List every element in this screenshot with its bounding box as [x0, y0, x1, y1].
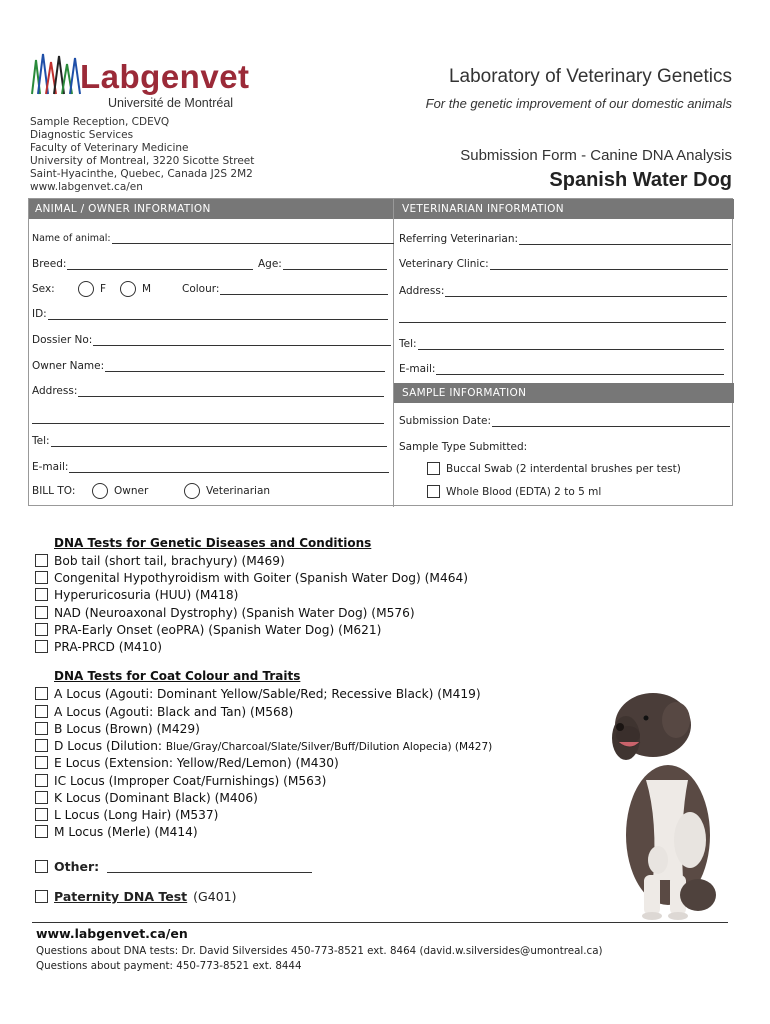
- test-label: M Locus (Merle) (M414): [54, 824, 198, 839]
- checkbox-icon[interactable]: [35, 588, 48, 601]
- info-box: [28, 198, 733, 506]
- owner-name-field[interactable]: [32, 360, 385, 372]
- test-label: Congenital Hypothyroidism with Goiter (Spanish Water Dog) (M464): [54, 570, 468, 585]
- vet-clinic-field[interactable]: [399, 258, 728, 270]
- other-input-line[interactable]: [107, 861, 312, 873]
- owner-address-label: Address:: [32, 385, 78, 397]
- address-line: Diagnostic Services: [30, 129, 134, 141]
- veterinarian-heading: VETERINARIAN INFORMATION: [394, 199, 734, 219]
- coat-test-item[interactable]: [35, 703, 293, 720]
- disease-test-item[interactable]: [35, 569, 468, 586]
- disease-test-item[interactable]: [35, 621, 381, 638]
- coat-test-item[interactable]: [35, 720, 200, 737]
- coat-tests-title: DNA Tests for Coat Colour and Traits: [54, 669, 301, 683]
- sample-heading: SAMPLE INFORMATION: [394, 383, 734, 403]
- vet-email-field[interactable]: [399, 363, 724, 375]
- test-label: A Locus (Agouti: Dominant Yellow/Sable/Red; Recessive Black) (M419): [54, 686, 481, 701]
- bill-vet-radio[interactable]: [184, 483, 200, 499]
- animal-name-label: Name of animal:: [32, 233, 111, 244]
- checkbox-icon[interactable]: [35, 571, 48, 584]
- footer-questions-dna: Questions about DNA tests: Dr. David Silversides 450-773-8521 ext. 8464 (david.w.silversides@umontreal.ca): [36, 945, 603, 957]
- vet-address-field[interactable]: [399, 285, 727, 297]
- vet-tel-label: Tel:: [399, 338, 417, 350]
- checkbox-icon[interactable]: [35, 860, 48, 873]
- owner-tel-field[interactable]: [32, 435, 387, 447]
- checkbox-icon[interactable]: [35, 623, 48, 636]
- footer-rule: [32, 922, 728, 923]
- sex-female-label: F: [100, 283, 107, 295]
- animal-name-field[interactable]: [32, 233, 394, 244]
- lab-address: [30, 116, 254, 194]
- sex-male-radio[interactable]: [120, 281, 136, 297]
- vet-address-label: Address:: [399, 285, 445, 297]
- sample-option-buccal[interactable]: [427, 462, 681, 475]
- form-title: Submission Form - Canine DNA Analysis: [460, 147, 732, 164]
- sex-male-label: M: [142, 283, 152, 295]
- owner-address-field[interactable]: [32, 385, 384, 397]
- sex-label: Sex:: [32, 283, 55, 295]
- coat-test-item[interactable]: [35, 789, 258, 806]
- lab-title: Laboratory of Veterinary Genetics: [448, 66, 732, 87]
- id-label: ID:: [32, 308, 47, 320]
- paternity-label: Paternity DNA Test: [54, 889, 188, 904]
- disease-tests-title: DNA Tests for Genetic Diseases and Conditions: [54, 536, 372, 550]
- lab-tagline: For the genetic improvement of our domestic animals: [425, 96, 732, 111]
- sample-option-blood[interactable]: [427, 485, 601, 498]
- disease-test-item[interactable]: [35, 604, 415, 621]
- address-line: Sample Reception, CDEVQ: [30, 116, 170, 128]
- test-label-main: D Locus (Dilution:: [54, 738, 166, 753]
- colour-label: Colour:: [182, 283, 220, 295]
- footer-questions-payment: Questions about payment: 450-773-8521 ext. 8444: [36, 960, 302, 972]
- checkbox-icon[interactable]: [35, 774, 48, 787]
- paternity-code: (G401): [193, 889, 237, 904]
- footer-url-link[interactable]: www.labgenvet.ca/en: [36, 926, 188, 941]
- owner-email-field[interactable]: [32, 461, 389, 473]
- animal-owner-heading: ANIMAL / OWNER INFORMATION: [29, 199, 393, 219]
- bill-to-label: BILL TO:: [32, 485, 76, 497]
- age-field[interactable]: [258, 258, 387, 270]
- sample-type-label: Sample Type Submitted:: [399, 441, 528, 453]
- breed-field[interactable]: [32, 258, 253, 270]
- sex-field: [32, 281, 151, 297]
- checkbox-icon[interactable]: [35, 606, 48, 619]
- checkbox-icon[interactable]: [35, 791, 48, 804]
- test-label: K Locus (Dominant Black) (M406): [54, 790, 258, 805]
- test-label: Hyperuricosuria (HUU) (M418): [54, 587, 239, 602]
- owner-tel-label: Tel:: [32, 435, 50, 447]
- sample-option-label: Whole Blood (EDTA) 2 to 5 ml: [446, 485, 602, 498]
- labgenvet-logo: [30, 48, 250, 110]
- address-link[interactable]: www.labgenvet.ca/en: [30, 181, 143, 193]
- coat-test-item[interactable]: [35, 737, 492, 754]
- referring-vet-field[interactable]: [399, 233, 731, 245]
- coat-test-item[interactable]: [35, 685, 481, 702]
- colour-field[interactable]: [182, 283, 388, 295]
- dna-sequence-waves-icon: [30, 52, 82, 96]
- checkbox-icon[interactable]: [35, 756, 48, 769]
- breed-title: Spanish Water Dog: [549, 169, 732, 191]
- test-label: [54, 739, 492, 753]
- referring-vet-label: Referring Veterinarian:: [399, 233, 519, 245]
- sex-female-radio[interactable]: [78, 281, 94, 297]
- id-field[interactable]: [32, 308, 388, 320]
- address-line: University of Montreal, 3220 Sicotte Street: [30, 155, 255, 167]
- other-test-field[interactable]: [35, 859, 312, 874]
- checkbox-icon[interactable]: [427, 485, 440, 498]
- test-label: NAD (Neuroaxonal Dystrophy) (Spanish Water Dog) (M576): [54, 605, 415, 620]
- test-label: Bob tail (short tail, brachyury) (M469): [54, 553, 285, 568]
- address-line: Faculty of Veterinary Medicine: [30, 142, 189, 154]
- coat-test-item[interactable]: [35, 772, 326, 789]
- bill-to-field: [32, 483, 270, 499]
- checkbox-icon[interactable]: [35, 808, 48, 821]
- coat-test-item[interactable]: [35, 823, 198, 840]
- test-label-detail: Blue/Gray/Charcoal/Slate/Silver/Buff/Dilution Alopecia) (M427): [165, 740, 493, 753]
- age-label: Age:: [258, 258, 282, 270]
- vet-address-line-2[interactable]: [399, 322, 726, 323]
- checkbox-icon[interactable]: [35, 640, 48, 653]
- checkbox-icon[interactable]: [35, 890, 48, 903]
- test-label: L Locus (Long Hair) (M537): [54, 807, 219, 822]
- vet-clinic-label: Veterinary Clinic:: [399, 258, 489, 270]
- disease-test-item[interactable]: [35, 552, 285, 569]
- dossier-label: Dossier No:: [32, 334, 93, 346]
- owner-name-label: Owner Name:: [32, 360, 105, 372]
- disease-test-item[interactable]: [35, 638, 162, 655]
- test-label: E Locus (Extension: Yellow/Red/Lemon) (M430): [54, 755, 339, 770]
- disease-test-item[interactable]: [35, 586, 238, 603]
- logo-wordmark: Labgenvet: [80, 58, 250, 95]
- checkbox-icon[interactable]: [35, 705, 48, 718]
- test-label: IC Locus (Improper Coat/Furnishings) (M563): [54, 773, 327, 788]
- checkbox-icon[interactable]: [35, 554, 48, 567]
- checkbox-icon[interactable]: [35, 739, 48, 752]
- submission-date-label: Submission Date:: [399, 415, 492, 427]
- vet-tel-field[interactable]: [399, 338, 724, 350]
- checkbox-icon[interactable]: [35, 687, 48, 700]
- checkbox-icon[interactable]: [35, 722, 48, 735]
- sample-type-heading: [399, 441, 527, 453]
- other-label: Other:: [54, 859, 100, 874]
- owner-email-label: E-mail:: [32, 461, 69, 473]
- bill-vet-label: Veterinarian: [206, 485, 271, 497]
- sample-option-label: Buccal Swab (2 interdental brushes per test): [446, 462, 681, 475]
- test-label: PRA-PRCD (M410): [54, 639, 163, 654]
- owner-address-line-2[interactable]: [32, 423, 384, 424]
- coat-test-item[interactable]: [35, 754, 339, 771]
- checkbox-icon[interactable]: [35, 825, 48, 838]
- test-label: PRA-Early Onset (eoPRA) (Spanish Water Dog) (M621): [54, 622, 382, 637]
- bill-owner-label: Owner: [114, 485, 149, 497]
- test-label: B Locus (Brown) (M429): [54, 721, 200, 736]
- submission-date-field[interactable]: [399, 415, 730, 427]
- dossier-field[interactable]: [32, 334, 391, 346]
- column-divider: [393, 199, 394, 507]
- address-line: Saint-Hyacinthe, Quebec, Canada J2S 2M2: [30, 168, 253, 180]
- vet-email-label: E-mail:: [399, 363, 436, 375]
- coat-test-item[interactable]: [35, 806, 218, 823]
- paternity-test-item[interactable]: [35, 889, 236, 904]
- breed-label: Breed:: [32, 258, 67, 270]
- test-label: A Locus (Agouti: Black and Tan) (M568): [54, 704, 294, 719]
- logo-university: Université de Montréal: [108, 96, 234, 110]
- checkbox-icon[interactable]: [427, 462, 440, 475]
- bill-owner-radio[interactable]: [92, 483, 108, 499]
- spanish-water-dog-photo: [598, 680, 728, 920]
